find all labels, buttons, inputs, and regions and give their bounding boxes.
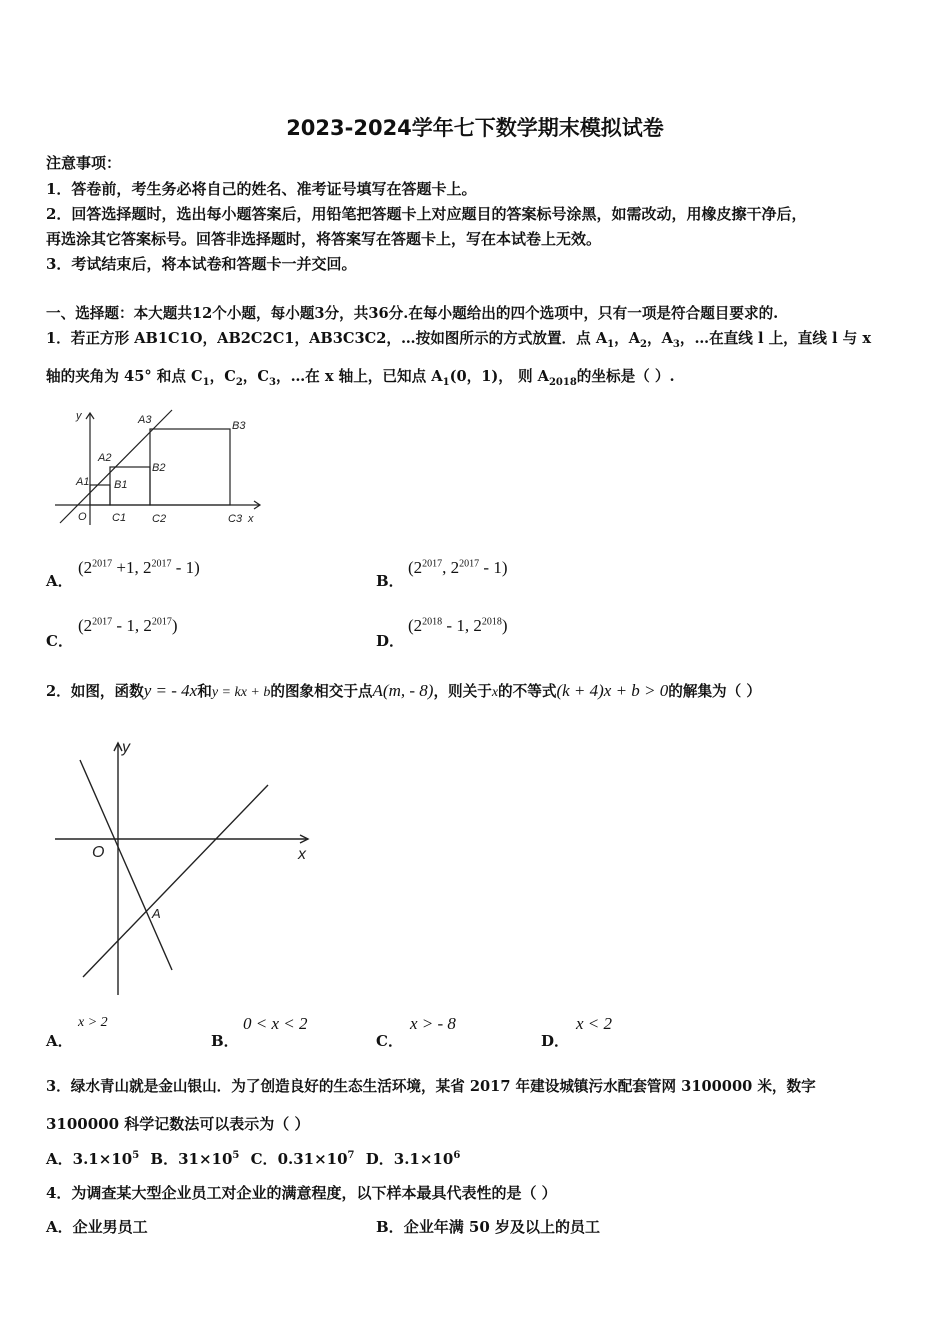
option-letter: B． <box>211 1032 239 1050</box>
notice-item: 1．答卷前，考生务必将自己的姓名、准考证号填写在答题卡上。 <box>46 180 477 198</box>
notice-item: 3．考试结束后，将本试卷和答题卡一并交回。 <box>46 255 357 273</box>
fig1-label: C3 <box>228 513 243 525</box>
fig1-label: O <box>78 511 87 523</box>
line-kx-b <box>83 785 268 977</box>
fig1-label: x <box>248 513 254 525</box>
fig1-label: y <box>76 410 82 422</box>
option-letter: C． <box>376 1032 403 1050</box>
fig2-label: A <box>152 906 161 921</box>
line-y-neg4x <box>80 760 172 970</box>
fig1-label: B2 <box>152 462 166 474</box>
option-expression: x > - 8 <box>410 1014 456 1033</box>
option-expression: ($2^{2017}$, $2^{2017} - 1$) <box>408 558 508 577</box>
option-letter: C． <box>46 632 73 650</box>
fig1-label: C1 <box>112 512 127 524</box>
question-1-figure <box>50 405 270 530</box>
question-2-stem: 2．如图，函数y = - 4x和y = kx + b的图象相交于点A(m, - 8)，则关于x的不等式(k + 4)x + b > 0的解集为（ ） <box>46 681 761 700</box>
option-letter: D． <box>376 632 405 650</box>
option-letter: B． <box>376 572 404 590</box>
option-expression: ($2^{2018} - 1$, $2^{2018}$) <box>408 616 508 635</box>
option-letter: A． <box>46 572 73 590</box>
fig1-label: B3 <box>232 420 246 432</box>
option-letter: A． <box>46 1032 73 1050</box>
fig2-label: y <box>122 739 130 756</box>
fig2-label: O <box>92 844 105 861</box>
question-3-line-2: 3100000 科学记数法可以表示为（ ） <box>46 1115 310 1133</box>
option-expression: 0 < x < 2 <box>243 1014 308 1033</box>
question-2-figure <box>50 735 325 1000</box>
question-1-line-2: 轴的夹角为 45° 和点 $C_1$，$C_2$，$C_3$，…在 x 轴上，已知点 $A_1(0$，1)， 则 $A_{2018}$的坐标是（ ）. <box>46 368 675 388</box>
option-expression: x < 2 <box>576 1014 613 1033</box>
option-expression: ($2^{2017} +1$, $2^{2017} - 1$) <box>78 558 200 577</box>
notice-item: 再选涂其它答案标号。回答非选择题时，将答案写在答题卡上，写在本试卷上无效。 <box>46 230 602 248</box>
question-3-options: A．$3.1\times 10^5$ B．$31\times 10^5$ C．$0.31\times 10^7$ D．$3.1\times 10^6$ <box>46 1150 461 1168</box>
square-1 <box>90 485 110 505</box>
question-4-stem: 4．为调查某大型企业员工对企业的满意程度，以下样本最具代表性的是（ ） <box>46 1184 557 1202</box>
option-expression: ($2^{2017} - 1$, $2^{2017}$) <box>78 616 178 635</box>
fig1-label: B1 <box>114 479 128 491</box>
question-4-option: B．企业年满 50 岁及以上的员工 <box>376 1218 601 1236</box>
page-title: 2023-2024学年七下数学期末模拟试卷 <box>286 116 664 140</box>
question-4-option: A．企业男员工 <box>46 1218 148 1236</box>
fig1-label: A3 <box>138 414 152 426</box>
notice-heading: 注意事项： <box>46 154 122 172</box>
option-letter: D． <box>541 1032 570 1050</box>
option-expression: x > 2 <box>78 1015 108 1030</box>
fig1-label: C2 <box>152 513 167 525</box>
fig1-label: A2 <box>98 452 112 464</box>
fig2-label: x <box>298 846 306 863</box>
section-heading: 一、选择题：本大题共12个小题，每小题3分，共36分.在每小题给出的四个选项中，只有一项是符合题目要求的. <box>46 305 779 322</box>
notice-item: 2．回答选择题时，选出每小题答案后，用铅笔把答题卡上对应题目的答案标号涂黑，如需改动，用橡皮擦干净后， <box>46 205 807 223</box>
question-1-line-1: 1．若正方形 AB1C1O，AB2C2C1，AB3C3C2，…按如图所示的方式放置．点 $A_1$，$A_2$，$A_3$，…在直线 l 上，直线 l 与 x <box>46 330 872 350</box>
fig1-label: A1 <box>76 476 90 488</box>
question-3-line-1: 3．绿水青山就是金山银山．为了创造良好的生态生活环境，某省 2017 年建设城镇污水配套管网 3100000 米，数字 <box>46 1078 816 1095</box>
